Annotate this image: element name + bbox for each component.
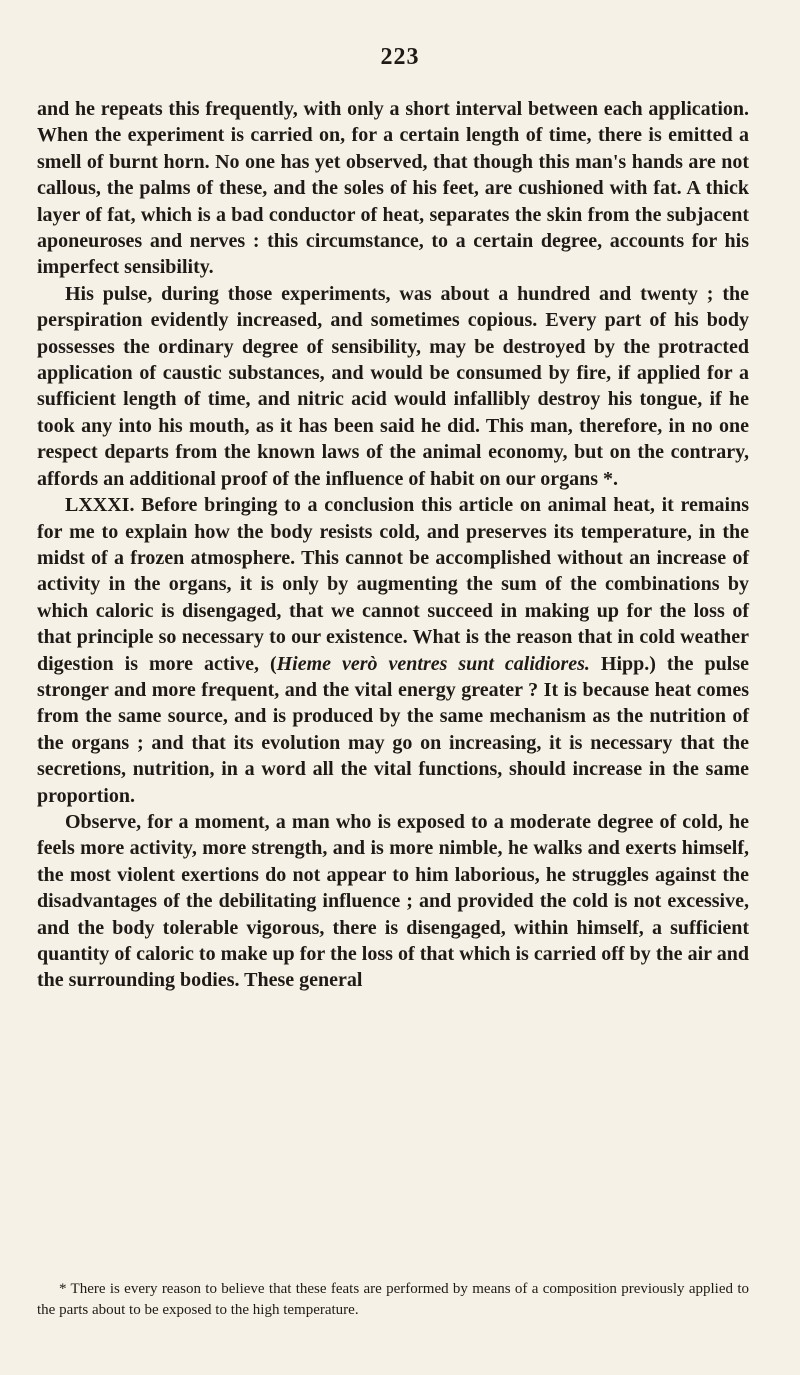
- paragraph-3: [37, 492, 749, 809]
- paragraph-1: and he repeats this frequently, with only a short interval between each application. When the experiment is carried on, for a certain length of time, there is emitted a smell of burnt horn. No one has yet observed, that though this man's hands are not callous, the palms of these, and the soles of his feet, are cushioned with fat. A thick layer of fat, which is a bad conductor of heat, separates the skin from the subjacent aponeuroses and nerves : this circumstance, to a certain degree, accounts for his imperfect sensibility.: [37, 98, 749, 279]
- paragraph-3-text-a: LXXXI. Before bringing to a conclusion this article on animal heat, it remains for me to explain how the body resists cold, and preserves its temperature, in the midst of a frozen atmosphere. This cannot be accomplished without an increase of activity in the organs, it is only by augmenting the sum of the combinations by which caloric is disengaged, that we cannot succeed in making up for the loss of that principle so necessary to our existence. What is the reason that in cold weather digestion is more active, (: [37, 494, 749, 675]
- latin-quote: Hieme verò ventres sunt calidiores.: [276, 652, 590, 675]
- page-number: 223: [380, 44, 420, 70]
- paragraph-3-text-b: Hipp.) the pulse stronger and more frequent, and the vital energy greater ? It is because heat comes from the same source, and is produced by the same mechanism as the nutrition of the organs ; and that its evolution may go on increasing, it is necessary that the secretions, nutrition, in a word all the vital functions, should increase in the same proportion.: [37, 652, 749, 807]
- main-text: [37, 96, 749, 994]
- paragraph-2: His pulse, during those experiments, was about a hundred and twenty ; the perspiration evidently increased, and sometimes copious. Every part of his body possesses the ordinary degree of sensibility, may be destroyed by the protracted application of caustic substances, and would be consumed by fire, if applied for a sufficient length of time, and nitric acid would infallibly destroy his tongue, if he took any into his mouth, as it has been said he did. This man, therefore, in no one respect departs from the known laws of the animal economy, but on the contrary, affords an additional proof of the influence of habit on our organs *.: [37, 282, 749, 490]
- paragraph-4: Observe, for a moment, a man who is exposed to a moderate degree of cold, he feels more activity, more strength, and is more nimble, he walks and exerts himself, the most violent exertions do not appear to him laborious, he struggles against the disadvantages of the debilitating influence ; and provided the cold is not excessive, and the body tolerable vigorous, there is disengaged, within himself, a sufficient quantity of caloric to make up for the loss of that which is carried off by the air and the surrounding bodies. These general: [37, 810, 749, 992]
- footnote: * There is every reason to believe that these feats are performed by means of a composition previously applied to the parts about to be exposed to the high temperature.: [37, 1281, 749, 1318]
